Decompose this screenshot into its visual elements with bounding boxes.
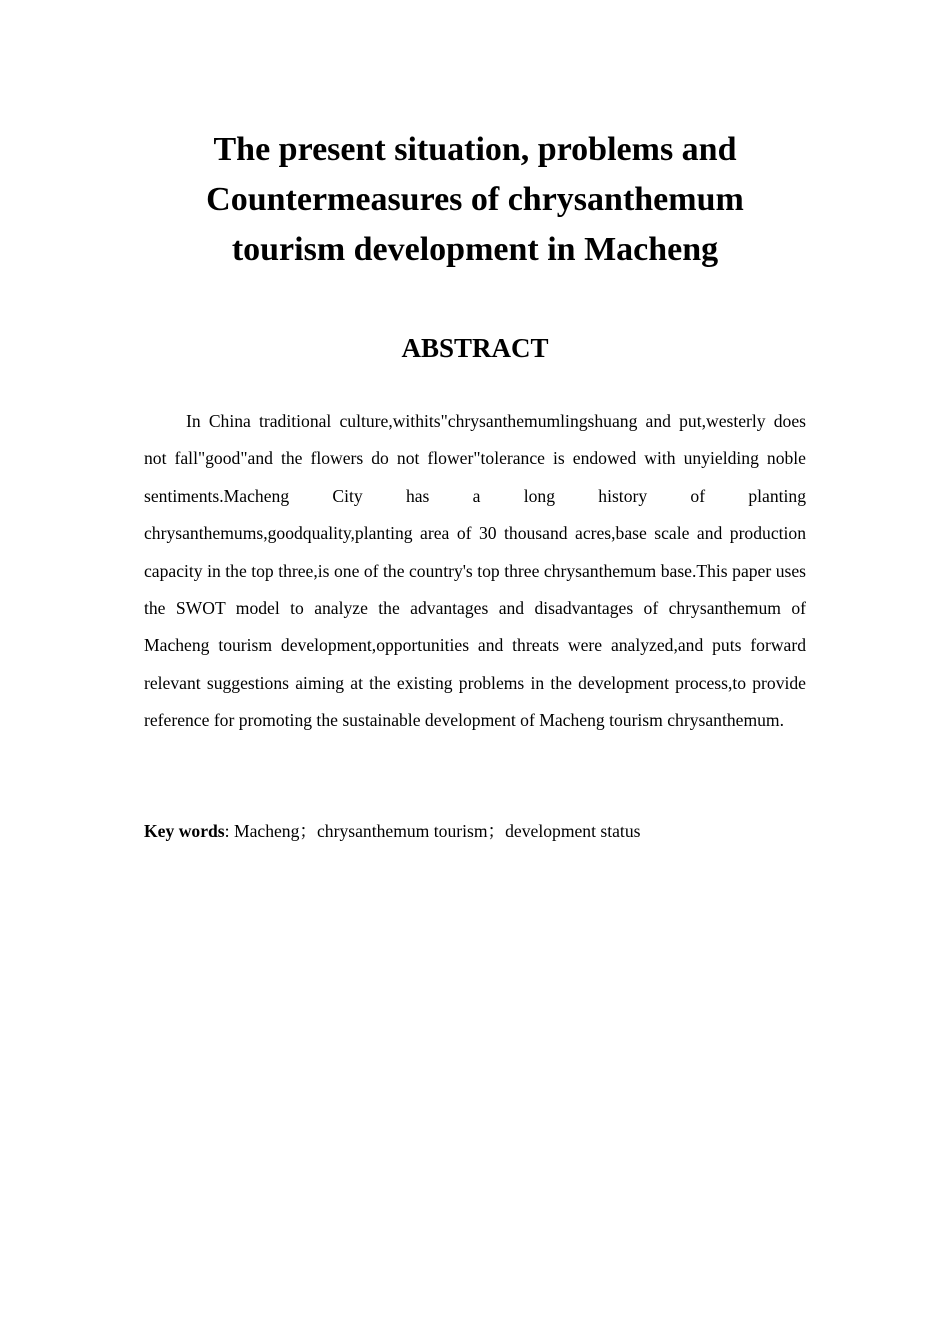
- abstract-heading: ABSTRACT: [401, 333, 549, 363]
- keywords-text: Macheng；chrysanthemum tourism；development status: [233, 821, 641, 841]
- keywords-line: [144, 816, 806, 846]
- abstract-paragraph: In China traditional culture,withits"chrysanthemumlingshuang and put,westerly does not fall"good"and the flowers do not flower"tolerance is endowed with unyielding noble sentiments.Macheng City has a long history of planting chrysanthemums,goodquality,planting area of 30 thousand acres,base scale and production capacity in the top three,is one of the country's top three chrysanthemum base.This paper uses the SWOT model to analyze the advantages and disadvantages of chrysanthemum of Macheng tourism development,opportunities and threats were analyzed,and puts forward relevant suggestions aiming at the existing problems in the development process,to provide reference for promoting the sustainable development of Macheng tourism chrysanthemum.: [144, 411, 806, 731]
- keywords-label: Key words: [144, 821, 225, 841]
- keywords-separator: :: [224, 821, 234, 841]
- document-title: The present situation, problems and Countermeasures of chrysanthemum tourism development in Macheng: [206, 131, 744, 268]
